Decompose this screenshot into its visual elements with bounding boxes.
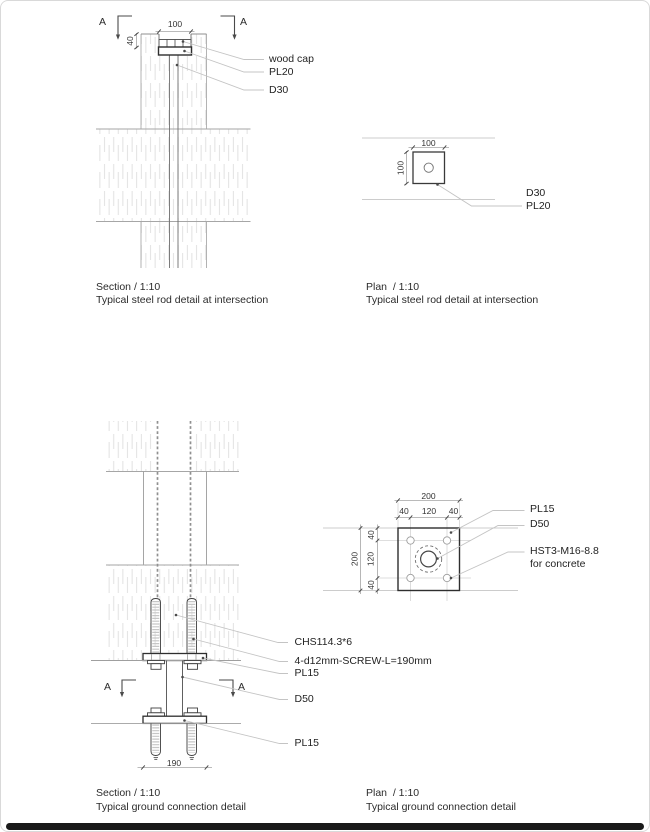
section-ground-linework xyxy=(91,421,288,770)
dim-plate-width-total: 200 xyxy=(421,490,436,501)
caption-section-ground-subtitle: Typical ground connection detail xyxy=(96,800,247,813)
section-marker-letter-right: A xyxy=(239,16,247,28)
label-d50-rod: D50 xyxy=(294,693,314,705)
caption-plan-intersection-title: Plan / 1:10 xyxy=(366,280,420,293)
ground-section-marker-letter-left: A xyxy=(103,681,111,693)
label-base-plate: PL15 xyxy=(294,737,320,749)
label-plan-pl20: PL20 xyxy=(526,199,551,212)
dim-cap-depth: 40 xyxy=(124,36,135,46)
label-plan-d30: D30 xyxy=(526,186,546,199)
dim-plan-height: 100 xyxy=(395,160,406,175)
dim-plate-width-seg1: 40 xyxy=(399,505,409,516)
dim-plate-height-seg3: 40 xyxy=(365,579,376,590)
dim-plate-width-seg2: 120 xyxy=(421,505,437,516)
dim-plate-height-seg2: 120 xyxy=(365,551,376,567)
caption-section-intersection-title: Section / 1:10 xyxy=(96,280,161,293)
label-plan-d50: D50 xyxy=(530,517,550,530)
drawing-canvas xyxy=(1,1,650,832)
dim-base-width: 190 xyxy=(166,757,182,768)
label-anchor-note: for concrete xyxy=(530,558,586,570)
label-wood-cap: wood cap xyxy=(269,53,314,65)
dim-plate-height-seg1: 40 xyxy=(365,529,376,540)
caption-plan-intersection-subtitle: Typical steel rod detail at intersection xyxy=(366,294,539,306)
caption-plan-ground-title: Plan / 1:10 xyxy=(366,787,420,799)
dim-plate-height-total: 200 xyxy=(349,551,360,567)
label-plan-pl15: PL15 xyxy=(530,502,555,515)
viewport-bottom-bar xyxy=(6,823,644,830)
caption-plan-ground-subtitle: Typical ground connection detail xyxy=(366,800,517,813)
label-screws: 4-d12mm-SCREW-L=190mm xyxy=(294,655,432,667)
section-marker-letter-left: A xyxy=(98,16,106,28)
caption-section-ground-title: Section / 1:10 xyxy=(96,787,161,799)
caption-section-intersection-subtitle: Typical steel rod detail at intersection xyxy=(96,294,269,306)
label-chs-tube: CHS114.3*6 xyxy=(294,636,353,648)
dim-cap-width: 100 xyxy=(167,18,183,29)
section-intersection-linework xyxy=(96,16,264,268)
ground-section-marker-letter-right: A xyxy=(237,681,245,693)
label-anchor: HST3-M16-8.8 xyxy=(530,544,599,557)
label-pl20: PL20 xyxy=(269,65,294,78)
plan-intersection-linework xyxy=(362,138,522,206)
label-top-plate: PL15 xyxy=(294,667,320,679)
label-d30: D30 xyxy=(269,83,289,96)
dim-plate-width-seg3: 40 xyxy=(448,505,459,516)
dim-plan-width: 100 xyxy=(421,138,436,148)
